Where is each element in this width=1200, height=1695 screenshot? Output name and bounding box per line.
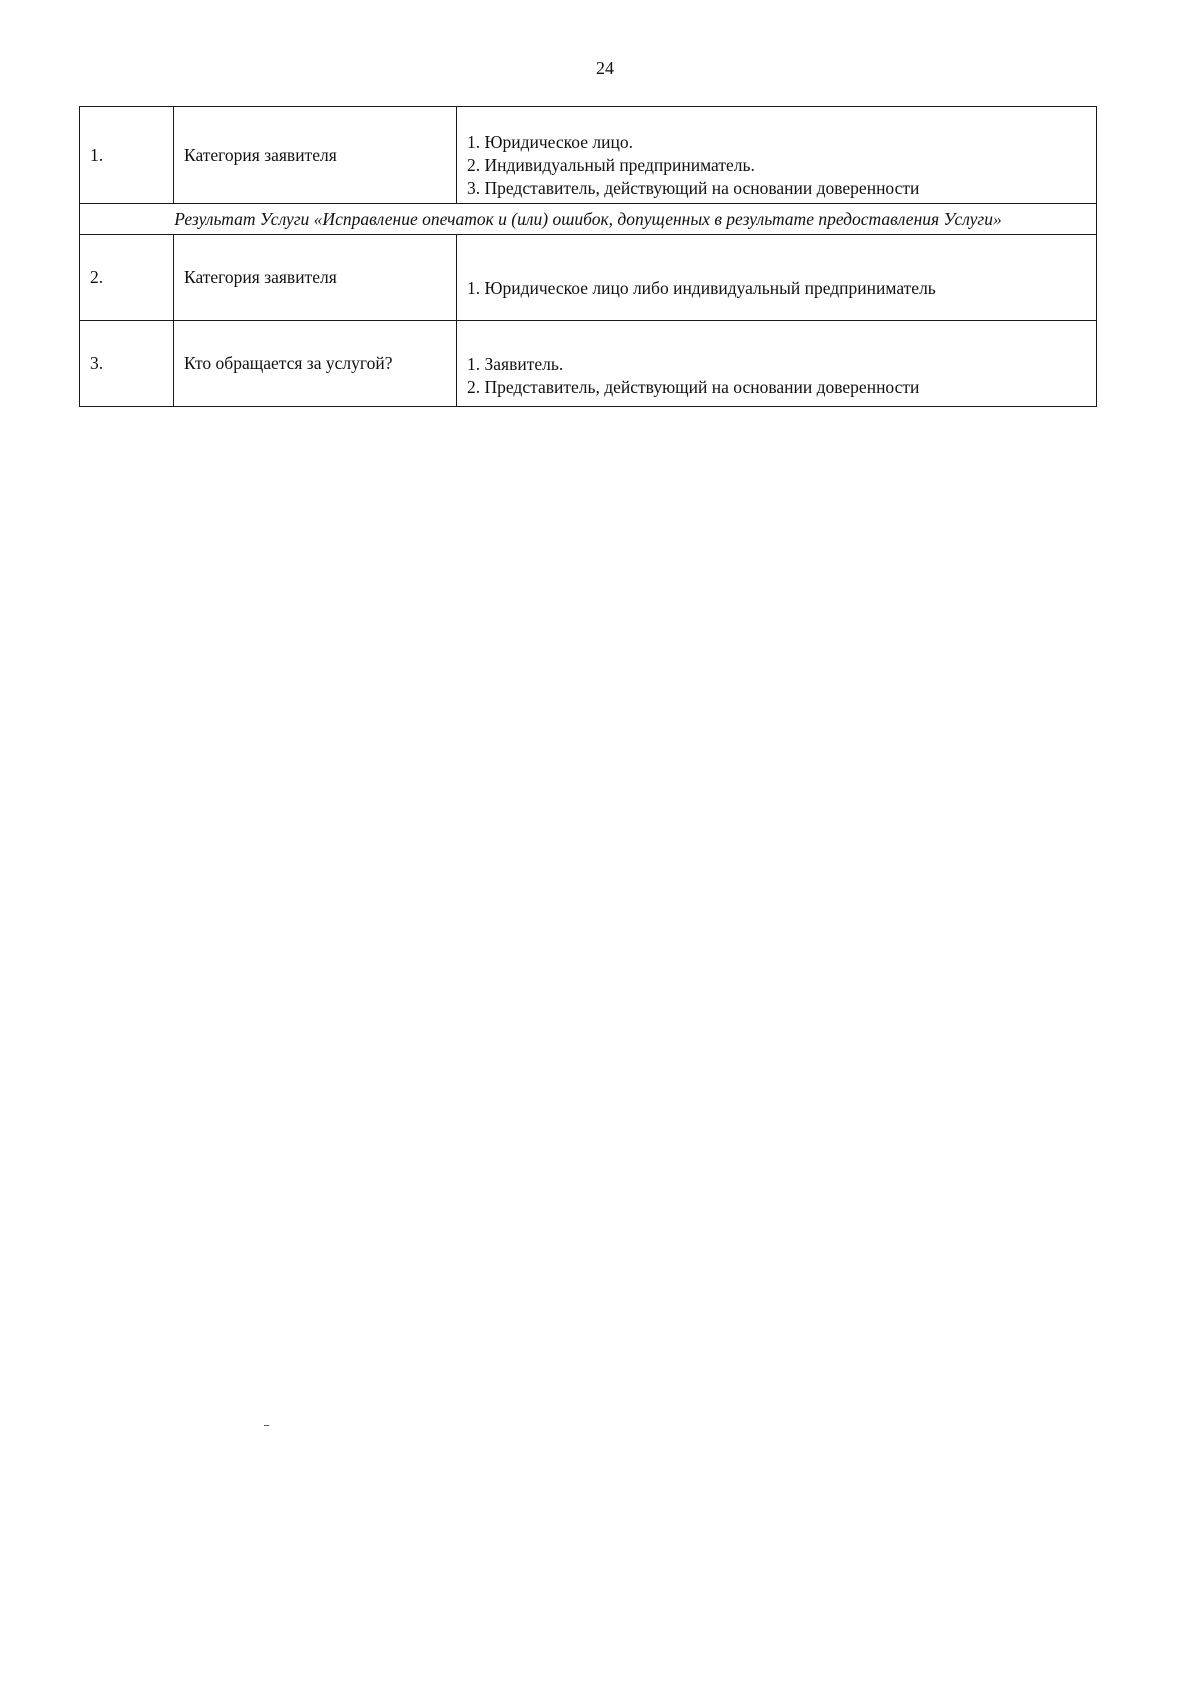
section-heading-row: [80, 204, 1097, 235]
parameter-name: Категория заявителя: [174, 235, 457, 321]
parameter-values: [457, 321, 1097, 407]
parameter-name: Кто обращается за услугой?: [174, 321, 457, 407]
parameter-values: [457, 107, 1097, 204]
row-number: 1.: [80, 107, 174, 204]
parameter-values: [457, 235, 1097, 321]
parameter-name: Категория заявителя: [174, 107, 457, 204]
row-number: 2.: [80, 235, 174, 321]
value-line: 1. Юридическое лицо.: [467, 132, 633, 152]
value-line: 2. Индивидуальный предприниматель.: [467, 155, 755, 175]
table-row: [80, 235, 1097, 321]
value-line: 2. Представитель, действующий на основании доверенности: [467, 376, 920, 397]
value-line: 3. Представитель, действующий на основании доверенности: [467, 178, 920, 198]
value-line: 1. Заявитель.: [467, 353, 564, 374]
criteria-table: [79, 106, 1097, 407]
table-row: [80, 321, 1097, 407]
page-number: 24: [596, 58, 614, 78]
table-row: [80, 107, 1097, 204]
scan-speck: [264, 1425, 269, 1426]
section-heading: Результат Услуги «Исправление опечаток и (или) ошибок, допущенных в результате предоставления Услуги»: [80, 204, 1097, 235]
value-line: 1. Юридическое лицо либо индивидуальный предприниматель: [467, 278, 936, 298]
row-number: 3.: [80, 321, 174, 407]
